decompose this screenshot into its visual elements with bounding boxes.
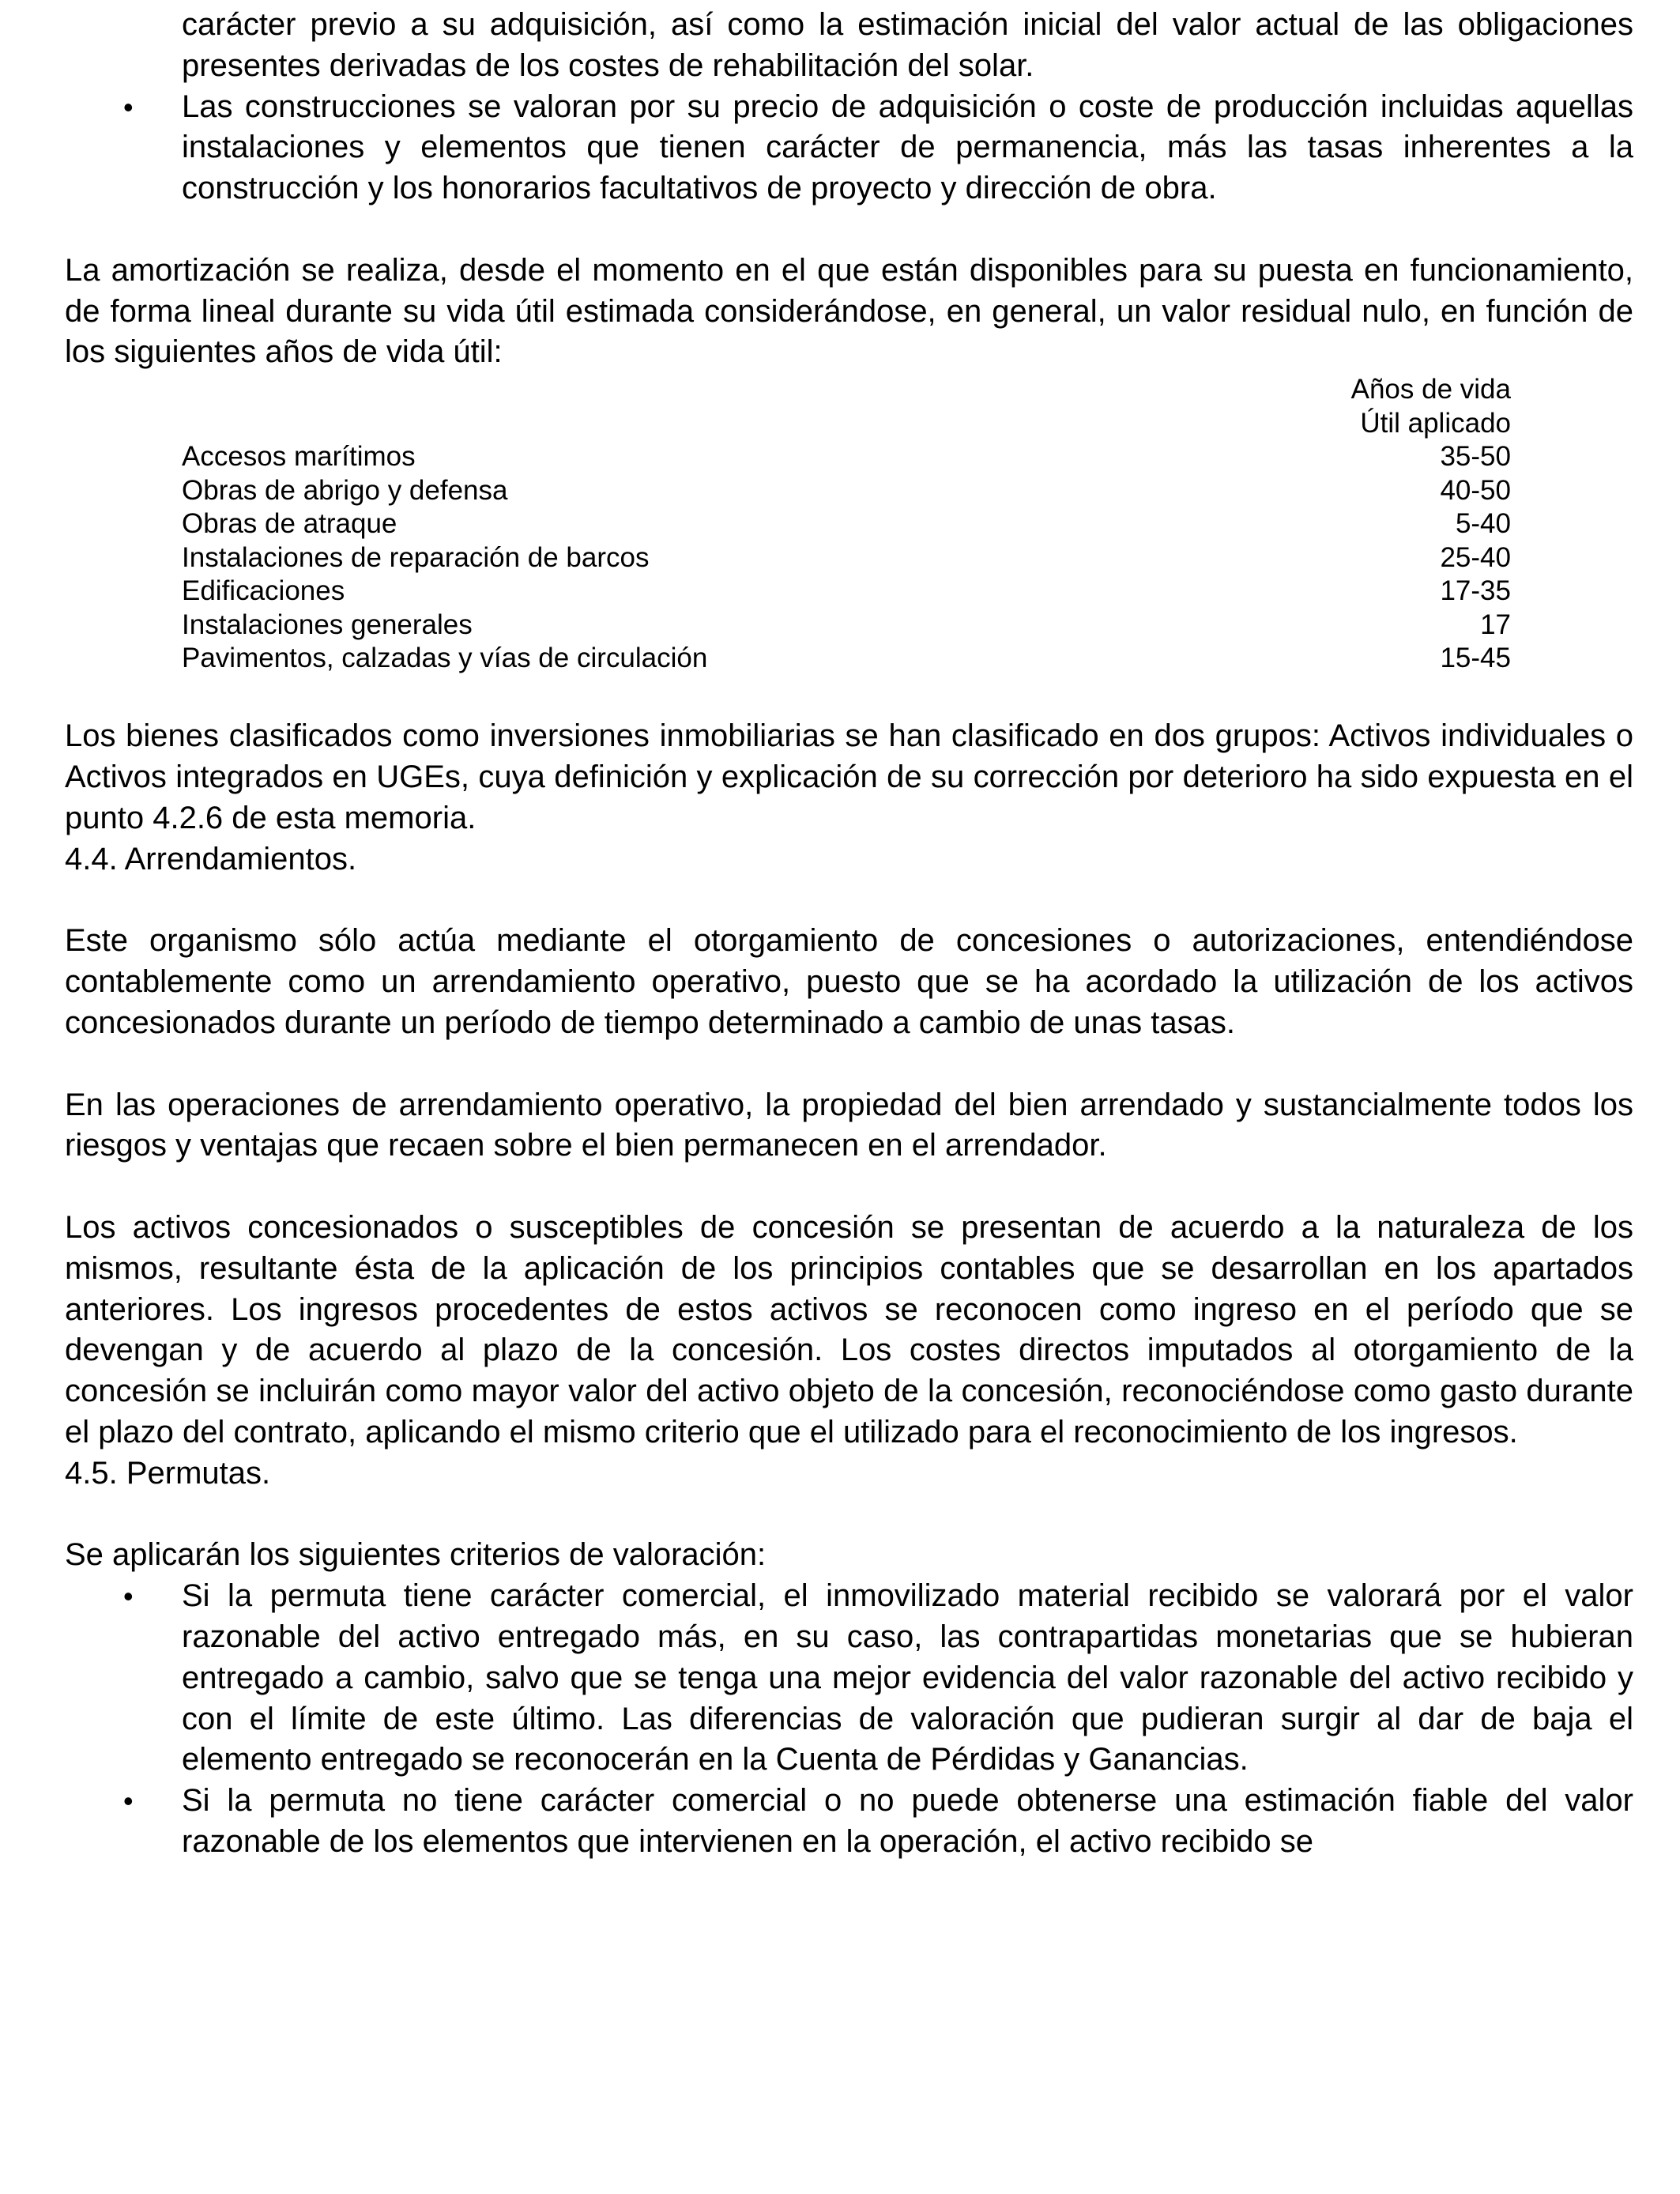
row-value: 40-50 [1440, 474, 1511, 506]
table-row [182, 609, 1511, 643]
document-page [65, 5, 1633, 1863]
bullet-item-noncommercial-swap [65, 1781, 1633, 1863]
row-value: 17-35 [1440, 575, 1511, 607]
table-header-row [182, 407, 1511, 441]
row-value: 25-40 [1440, 541, 1511, 573]
row-value: 17 [1480, 609, 1511, 640]
section-heading-swaps: 4.5. Permutas. [65, 1455, 271, 1491]
bullet-text: Si la permuta no tiene carácter comercial o no puede obtenerse una estimación fiable del valor razonable de los elementos que intervienen en la operación, el activo recibido se [182, 1783, 1633, 1859]
row-label: Pavimentos, calzadas y vías de circulación [182, 643, 708, 674]
table-row [182, 575, 1511, 609]
table-row [182, 507, 1511, 541]
row-label: Instalaciones generales [182, 609, 473, 640]
paragraph-leases-1: Este organismo sólo actúa mediante el otorgamiento de concesiones o autorizaciones, entendiéndose contablemente como un arrendamiento operativo, puesto que se ha acordado la utilización de los activos concesionados durante un período de tiempo determinado a cambio de unas tasas. [65, 923, 1633, 1041]
bullet-icon: • [123, 1785, 134, 1818]
row-label: Instalaciones de reparación de barcos [182, 541, 650, 573]
paragraph-amortization: La amortización se realiza, desde el momento en el que están disponibles para su puesta en funcionamiento, de forma lineal durante su vida útil estimada considerándose, en general, un valor residual nulo, en función de los siguientes años de vida útil: [65, 252, 1633, 370]
bullet-item-constructions [65, 87, 1633, 209]
paragraph-leases-3: Los activos concesionados o susceptibles de concesión se presentan de acuerdo a la naturaleza de los mismos, resultante ésta de la aplicación de los principios contables que se desarrollan en los apartados anteriores. Los ingresos procedentes de estos activos se reconocen como ingreso en el período que se devengan y de acuerdo al plazo de la concesión. Los costes directos imputados al otorgamiento de la concesión se incluirán como mayor valor del activo objeto de la concesión, reconociéndose como gasto durante el plazo del contrato, aplicando el mismo criterio que el utilizado para el reconocimiento de los ingresos. [65, 1210, 1633, 1450]
bullet-text: Las construcciones se valoran por su precio de adquisición o coste de producción incluidas aquellas instalaciones y elementos que tienen carácter de permanencia, más las tasas inherentes a la construcción y los honorarios facultativos de proyecto y dirección de obra. [182, 89, 1633, 206]
table-header-line2: Útil aplicado [1360, 407, 1511, 439]
row-label: Accesos marítimos [182, 441, 416, 473]
row-label: Obras de atraque [182, 508, 397, 540]
paragraph-investments: Los bienes clasificados como inversiones inmobiliarias se han clasificado en dos grupos: Activos individuales o Activos integrados en UGEs, cuya definición y explicación de su corrección por deterioro ha sido expuesta en el punto 4.2.6 de esta memoria. [65, 718, 1633, 836]
table-row [182, 642, 1511, 676]
row-value: 35-50 [1440, 441, 1511, 473]
continued-bullet-text: carácter previo a su adquisición, así como la estimación inicial del valor actual de las obligaciones presentes derivadas de los costes de rehabilitación del solar. [182, 7, 1633, 83]
table-row [182, 440, 1511, 474]
paragraph-leases-2: En las operaciones de arrendamiento operativo, la propiedad del bien arrendado y sustancialmente todos los riesgos y ventajas que recaen sobre el bien permanecen en el arrendador. [65, 1087, 1633, 1163]
construction-bullet-list [65, 87, 1633, 209]
table-header-line1: Años de vida [1350, 374, 1511, 405]
useful-life-table [182, 373, 1511, 676]
swaps-bullet-list [65, 1576, 1633, 1863]
row-value: 15-45 [1440, 643, 1511, 674]
table-row [182, 541, 1511, 575]
paragraph-swaps-intro: Se aplicarán los siguientes criterios de valoración: [65, 1537, 767, 1573]
row-label: Obras de abrigo y defensa [182, 474, 508, 506]
bullet-item-commercial-swap [65, 1576, 1633, 1781]
table-header-row [182, 373, 1511, 407]
section-heading-leases: 4.4. Arrendamientos. [65, 841, 357, 876]
row-value: 5-40 [1455, 508, 1511, 540]
table-row [182, 474, 1511, 508]
bullet-icon: • [123, 90, 134, 123]
bullet-icon: • [123, 1580, 134, 1613]
row-label: Edificaciones [182, 575, 345, 607]
bullet-text: Si la permuta tiene carácter comercial, el inmovilizado material recibido se valorará por el valor razonable del activo entregado más, en su caso, las contrapartidas monetarias que se hubieran entregado a cambio, salvo que se tenga una mejor evidencia del valor razonable del activo recibido y con el límite de este último. Las diferencias de valoración que pudieran surgir al dar de baja el elemento entregado se reconocerán en la Cuenta de Pérdidas y Ganancias. [182, 1578, 1633, 1777]
